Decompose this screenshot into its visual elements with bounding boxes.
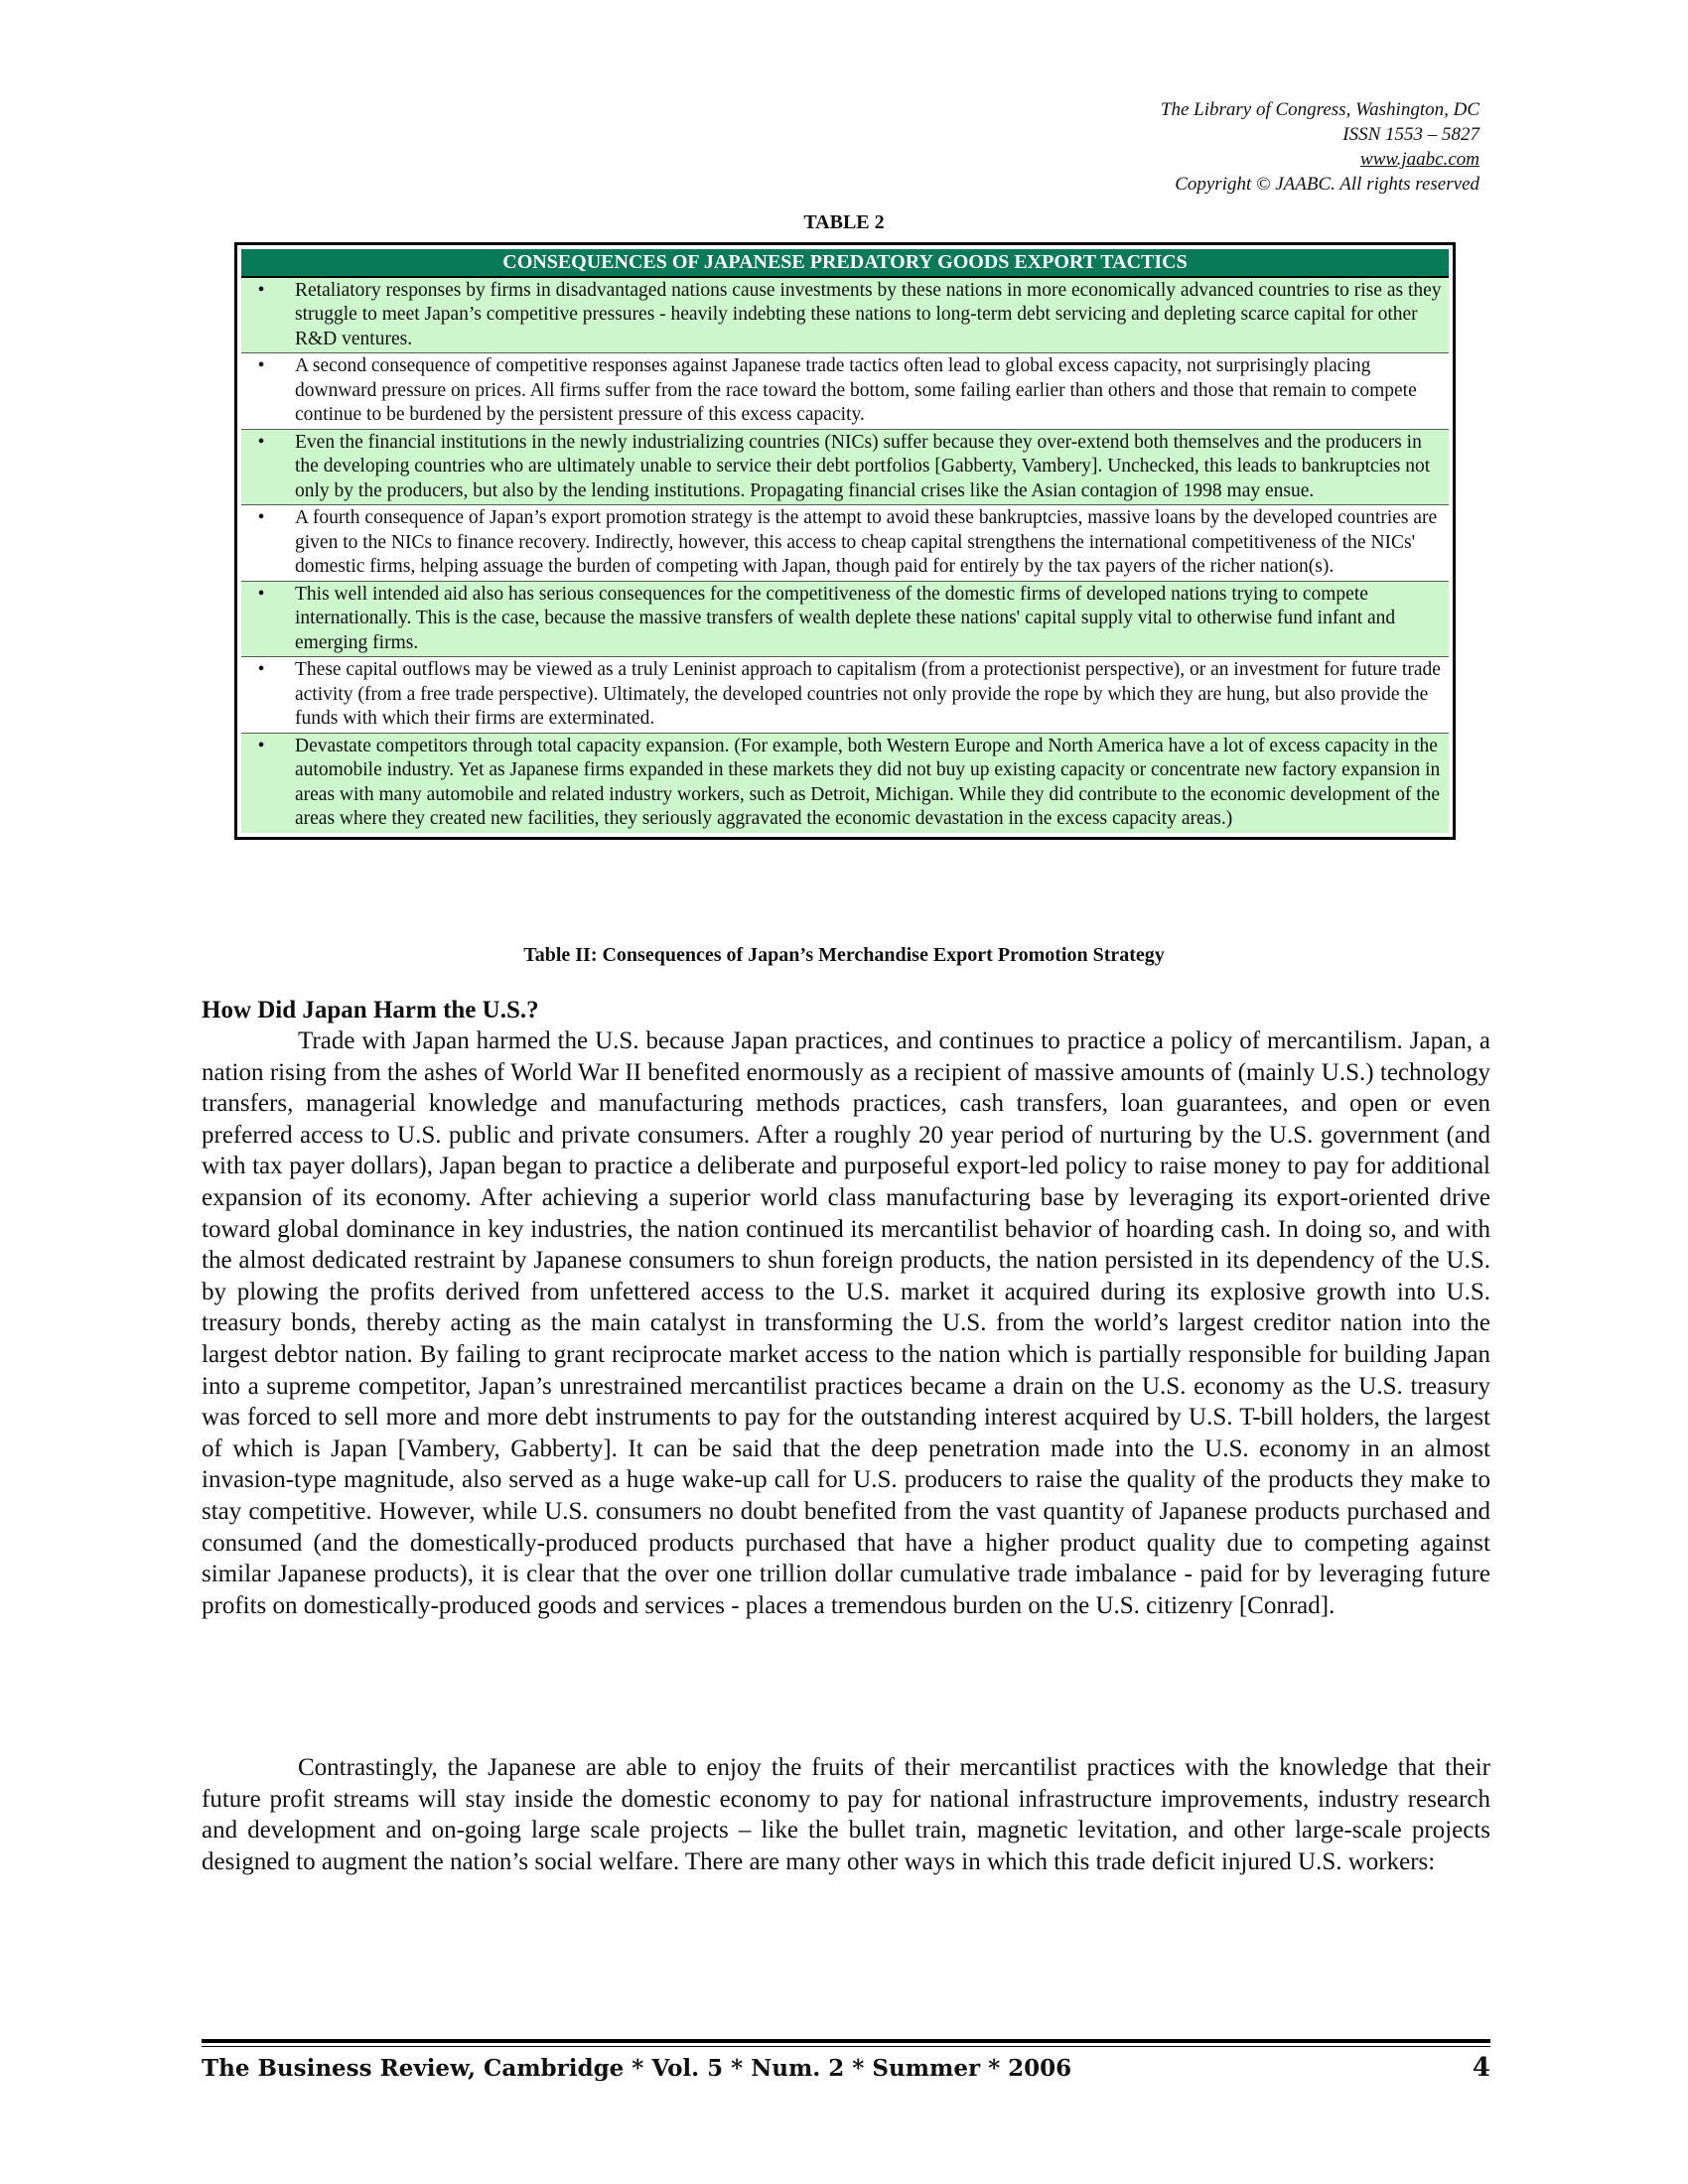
table-row: [241, 429, 1449, 505]
footer-rule-thin: [202, 2046, 1490, 2047]
table-row-text: Devastate competitors through total capacity expansion. (For example, both Western Europe and North America have a lot of excess capacity in the automobile industry. Yet as Japanese firms expanded in these markets they did not buy up existing capacity or concentrate new factory expansion in areas with many automobile and related industry workers, such as Detroit, Michigan. While they did contribute to the economic development of the areas where they created new facilities, they seriously aggravated the economic devastation in the excess capacity areas.): [281, 733, 1449, 833]
bullet-icon: •: [241, 277, 281, 353]
table-row-text: A fourth consequence of Japan’s export promotion strategy is the attempt to avoid these bankruptcies, massive loans by the developed countries are given to the NICs to finance recovery. Indirectly, however, this access to cheap capital strengthens the international competitiveness of the NICs' domestic firms, helping assuage the burden of competing with Japan, though paid for entirely by the tax payers of the richer nation(s).: [281, 505, 1449, 582]
body-paragraph: Contrastingly, the Japanese are able to enjoy the fruits of their mercantilist practices with the knowledge that their future profit streams will stay inside the domestic economy to pay for national infrastructure improvements, industry research and development and on-going large scale projects – like the bullet train, magnetic levitation, and other large-scale projects designed to augment the nation’s social welfare. There are many other ways in which this trade deficit injured U.S. workers:: [202, 1754, 1490, 1875]
header-url-link[interactable]: www.jaabc.com: [1360, 149, 1479, 170]
consequences-table: [234, 242, 1456, 840]
table-row: [241, 277, 1449, 353]
body-paragraph: Trade with Japan harmed the U.S. because Japan practices, and continues to practice a policy of mercantilism. Japan, a nation rising from the ashes of World War II benefited enormously as a recipient of massive amounts of (mainly U.S.) technology transfers, managerial knowledge and manufacturing methods practices, cash transfers, loan guarantees, and open or even preferred access to U.S. public and private consumers. After a roughly 20 year period of nurturing by the U.S. government (and with tax payer dollars), Japan began to practice a deliberate and purposeful export-led policy to raise money to pay for additional expansion of its economy. After achieving a superior world class manufacturing base by leveraging its export-oriented drive toward global dominance in key industries, the nation continued its mercantilist behavior of hoarding cash. In doing so, and with the almost dedicated restraint by Japanese consumers to shun foreign products, the nation persisted in its dependency of the U.S. by plowing the profits derived from unfettered access to the U.S. market it acquired during its explosive growth into U.S. treasury bonds, thereby acting as the main catalyst in transforming the U.S. from the world’s largest creditor nation into the largest debtor nation. By failing to grant reciprocate market access to the nation which is partially responsible for building Japan into a supreme competitor, Japan’s unrestrained mercantilist practices became a drain on the U.S. economy as the U.S. treasury was forced to sell more and more debt instruments to pay for the outstanding interest acquired by U.S. T-bill holders, the largest of which is Japan [Vambery, Gabberty]. It can be said that the deep penetration made into the U.S. economy in an almost invasion-type magnitude, also served as a huge wake-up call for U.S. producers to raise the quality of the products they make to stay competitive. However, while U.S. consumers no doubt benefited from the vast quantity of Japanese products purchased and consumed (and the domestically-produced products purchased that have a higher product quality due to competing against similar Japanese products), it is clear that the over one trillion dollar cumulative trade imbalance - paid for by leveraging future profits on domestically-produced goods and services - places a tremendous burden on the U.S. citizenry [Conrad].: [202, 1027, 1490, 1619]
header-issn-line: ISSN 1553 – 5827: [1342, 124, 1479, 145]
consequences-table-grid: [241, 249, 1449, 833]
bullet-icon: •: [241, 353, 281, 430]
table-row-text: These capital outflows may be viewed as a truly Leninist approach to capitalism (from a protectionist perspective), or an investment for future trade activity (from a free trade perspective). Ultimately, the developed countries not only provide the rope by which they are hung, but also provide the funds with which their firms are exterminated.: [281, 657, 1449, 734]
section-heading: How Did Japan Harm the U.S.?: [202, 997, 539, 1024]
footer-journal-citation: The Business Review, Cambridge * Vol. 5 * Num. 2 * Summer * 2006: [202, 2055, 1072, 2082]
table-row-text: Retaliatory responses by firms in disadvantaged nations cause investments by these nations in more economically advanced countries to rise as they struggle to meet Japan’s competitive pressures - heavily indebting these nations to long-term debt servicing and depleting scarce capital for other R&D ventures.: [281, 277, 1449, 353]
bullet-icon: •: [241, 581, 281, 657]
table-row: [241, 733, 1449, 833]
table-row: [241, 657, 1449, 734]
footer-rule: [202, 2039, 1490, 2043]
bullet-icon: •: [241, 657, 281, 734]
table-row: [241, 353, 1449, 430]
page-number: 4: [1472, 2053, 1490, 2083]
table-row: [241, 505, 1449, 582]
bullet-icon: •: [241, 429, 281, 505]
bullet-icon: •: [241, 733, 281, 833]
table-caption: Table II: Consequences of Japan’s Merchandise Export Promotion Strategy: [523, 944, 1165, 966]
table-row-text: This well intended aid also has serious consequences for the competitiveness of the domestic firms of developed nations trying to compete internationally. This is the case, because the massive transfers of wealth deplete these nations' capital supply vital to otherwise fund infant and emerging firms.: [281, 581, 1449, 657]
table-label: TABLE 2: [803, 211, 885, 233]
table-row-text: Even the financial institutions in the newly industrializing countries (NICs) suffer because they over-extend both themselves and the producers in the developing countries who are ultimately unable to service their debt portfolios [Gabberty, Vambery]. Unchecked, this leads to bankruptcies not only by the producers, but also by the lending institutions. Propagating financial crises like the Asian contagion of 1998 may ensue.: [281, 429, 1449, 505]
header-library-line: The Library of Congress, Washington, DC: [1160, 99, 1479, 120]
table-row-text: A second consequence of competitive responses against Japanese trade tactics often lead to global excess capacity, not surprisingly placing downward pressure on prices. All firms suffer from the race toward the bottom, some failing earlier than others and those that remain to compete continue to be burdened by the persistent pressure of this excess capacity.: [281, 353, 1449, 430]
header-copyright-line: Copyright © JAABC. All rights reserved: [1175, 174, 1479, 195]
table-row: [241, 581, 1449, 657]
journal-header: [1161, 97, 1479, 197]
bullet-icon: •: [241, 505, 281, 582]
table-heading: CONSEQUENCES OF JAPANESE PREDATORY GOODS EXPORT TACTICS: [241, 249, 1449, 277]
